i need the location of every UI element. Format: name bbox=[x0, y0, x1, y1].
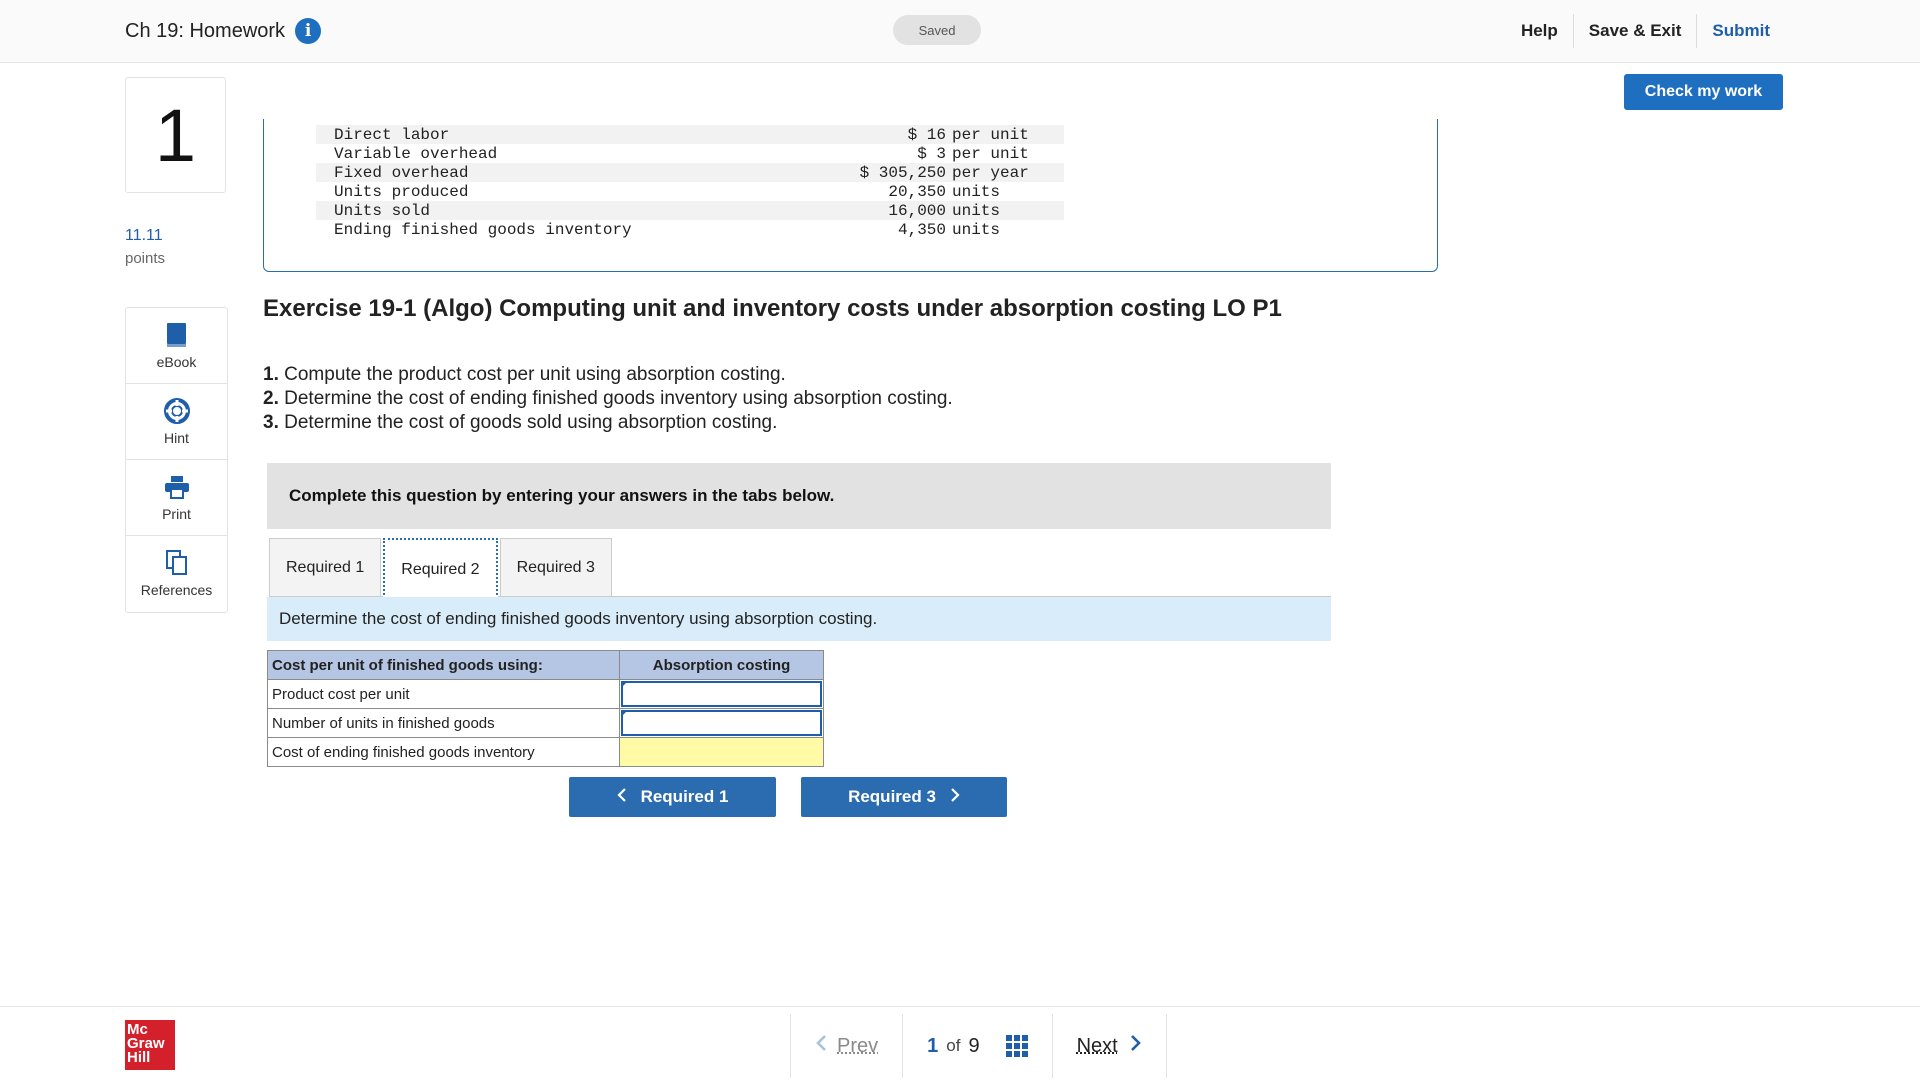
data-unit: per year bbox=[952, 163, 1064, 182]
cell-marker bbox=[621, 710, 628, 717]
chevron-left-icon bbox=[617, 787, 627, 807]
next-label: Next bbox=[1076, 1034, 1118, 1057]
exercise-steps bbox=[263, 363, 953, 435]
tab-required-1[interactable]: Required 1 bbox=[269, 538, 381, 597]
data-label: Ending finished goods inventory bbox=[334, 220, 632, 239]
data-unit: per unit bbox=[952, 125, 1064, 144]
units-in-finished-goods-input[interactable] bbox=[620, 709, 824, 738]
data-unit: units bbox=[952, 220, 1001, 239]
chevron-right-icon bbox=[1130, 1034, 1142, 1058]
data-label: Units sold bbox=[316, 201, 790, 220]
input-box[interactable] bbox=[621, 710, 822, 736]
hint-button[interactable] bbox=[126, 384, 227, 460]
data-unit: per unit bbox=[952, 144, 1029, 163]
help-link[interactable]: Help bbox=[1520, 21, 1558, 40]
submit-link[interactable]: Submit bbox=[1696, 14, 1785, 48]
prev-label: Prev bbox=[837, 1034, 879, 1057]
logo-line: Hill bbox=[127, 1049, 151, 1066]
copy-icon bbox=[164, 550, 190, 576]
table-row bbox=[316, 220, 1064, 239]
row-label: Number of units in finished goods bbox=[268, 709, 620, 738]
info-icon[interactable]: i bbox=[295, 18, 321, 44]
exercise-title: Exercise 19-1 (Algo) Computing unit and inventory costs under absorption costing LO P1 bbox=[263, 295, 1282, 322]
top-bar bbox=[0, 0, 1920, 63]
row-label: Product cost per unit bbox=[268, 680, 620, 709]
previous-tab-label: Required 1 bbox=[640, 787, 729, 806]
of-label: of bbox=[946, 1036, 961, 1055]
references-label: References bbox=[140, 582, 213, 598]
ebook-button[interactable] bbox=[126, 308, 227, 384]
lifebuoy-icon bbox=[164, 398, 190, 424]
print-button[interactable] bbox=[126, 460, 227, 536]
step-number: 3. bbox=[263, 412, 279, 433]
assignment-title-text: Ch 19: Homework bbox=[125, 19, 286, 42]
printer-icon bbox=[164, 474, 190, 500]
grid-icon[interactable] bbox=[1006, 1035, 1028, 1057]
table-row bbox=[268, 709, 824, 738]
logo-line: Mc bbox=[127, 1021, 148, 1038]
total-questions: 9 bbox=[968, 1034, 980, 1057]
previous-tab-button[interactable] bbox=[569, 777, 776, 817]
step-text: Determine the cost of goods sold using absorption costing. bbox=[284, 412, 778, 433]
tab-required-2[interactable]: Required 2 bbox=[383, 538, 497, 599]
points-label: points bbox=[125, 250, 166, 267]
footer-divider bbox=[0, 1006, 1920, 1007]
data-unit: units bbox=[952, 201, 1064, 220]
table-row bbox=[316, 201, 1064, 220]
logo-line: Graw bbox=[127, 1035, 165, 1052]
next-tab-button[interactable] bbox=[801, 777, 1007, 817]
prev-question-button[interactable] bbox=[790, 1014, 902, 1078]
question-pager bbox=[790, 1014, 1167, 1078]
ending-inventory-cost-cell bbox=[620, 738, 824, 767]
ebook-label: eBook bbox=[156, 353, 197, 370]
hint-label: Hint bbox=[164, 429, 189, 446]
data-label: Fixed overhead bbox=[316, 163, 790, 182]
data-label: Units produced bbox=[334, 182, 469, 201]
current-question: 1 bbox=[927, 1034, 939, 1057]
top-links bbox=[1506, 14, 1785, 48]
tab-prompt: Determine the cost of ending finished goods inventory using absorption costing. bbox=[267, 597, 1331, 641]
data-amount: 20,350 bbox=[888, 182, 946, 201]
instruction-banner: Complete this question by entering your answers in the tabs below. bbox=[267, 463, 1331, 529]
table-row bbox=[268, 680, 824, 709]
table-header-row bbox=[268, 651, 824, 680]
cell-marker bbox=[621, 681, 628, 688]
data-amount: 4,350 bbox=[897, 220, 946, 239]
chevron-left-icon bbox=[815, 1034, 827, 1058]
question-number: 1 bbox=[125, 77, 226, 193]
given-data-table bbox=[316, 125, 1064, 239]
step-number: 2. bbox=[263, 388, 279, 409]
column-header: Cost per unit of finished goods using: bbox=[268, 651, 620, 680]
step-item bbox=[263, 411, 953, 435]
step-number: 1. bbox=[263, 364, 279, 385]
product-cost-per-unit-input[interactable] bbox=[620, 680, 824, 709]
data-amount: 16,000 bbox=[790, 201, 952, 220]
column-header: Absorption costing bbox=[620, 651, 824, 680]
data-label: Variable overhead bbox=[334, 144, 498, 163]
tool-panel bbox=[125, 307, 228, 613]
next-tab-label: Required 3 bbox=[848, 787, 936, 806]
data-unit: units bbox=[952, 182, 1001, 201]
save-exit-link[interactable]: Save & Exit bbox=[1573, 14, 1697, 48]
book-icon bbox=[164, 322, 190, 348]
chevron-right-icon bbox=[950, 787, 960, 807]
print-label: Print bbox=[162, 505, 191, 522]
table-row bbox=[316, 144, 1064, 163]
table-row bbox=[316, 125, 1064, 144]
points-value: 11.11 bbox=[125, 227, 163, 244]
references-button[interactable] bbox=[126, 536, 227, 612]
assignment-title bbox=[125, 18, 321, 44]
given-data-panel bbox=[263, 119, 1438, 272]
step-text: Determine the cost of ending finished goods inventory using absorption costing. bbox=[284, 388, 953, 409]
saved-status-badge: Saved bbox=[893, 15, 981, 45]
table-row bbox=[316, 182, 1064, 201]
answer-table bbox=[267, 650, 824, 767]
data-amount: $ 3 bbox=[917, 144, 946, 163]
data-amount: $ 305,250 bbox=[790, 163, 952, 182]
step-text: Compute the product cost per unit using absorption costing. bbox=[284, 364, 786, 385]
data-label: Direct labor bbox=[316, 125, 790, 144]
check-my-work-button[interactable]: Check my work bbox=[1624, 74, 1783, 110]
row-label: Cost of ending finished goods inventory bbox=[268, 738, 620, 767]
step-item bbox=[263, 363, 953, 387]
data-amount: $ 16 bbox=[790, 125, 952, 144]
question-counter[interactable] bbox=[902, 1014, 1051, 1078]
answer-tabs bbox=[269, 538, 614, 599]
table-row bbox=[268, 738, 824, 767]
next-question-button[interactable] bbox=[1052, 1014, 1167, 1078]
table-row bbox=[316, 163, 1064, 182]
step-item bbox=[263, 387, 953, 411]
tab-required-3[interactable]: Required 3 bbox=[500, 538, 612, 597]
mcgraw-hill-logo bbox=[125, 1020, 175, 1070]
input-box[interactable] bbox=[621, 681, 822, 707]
